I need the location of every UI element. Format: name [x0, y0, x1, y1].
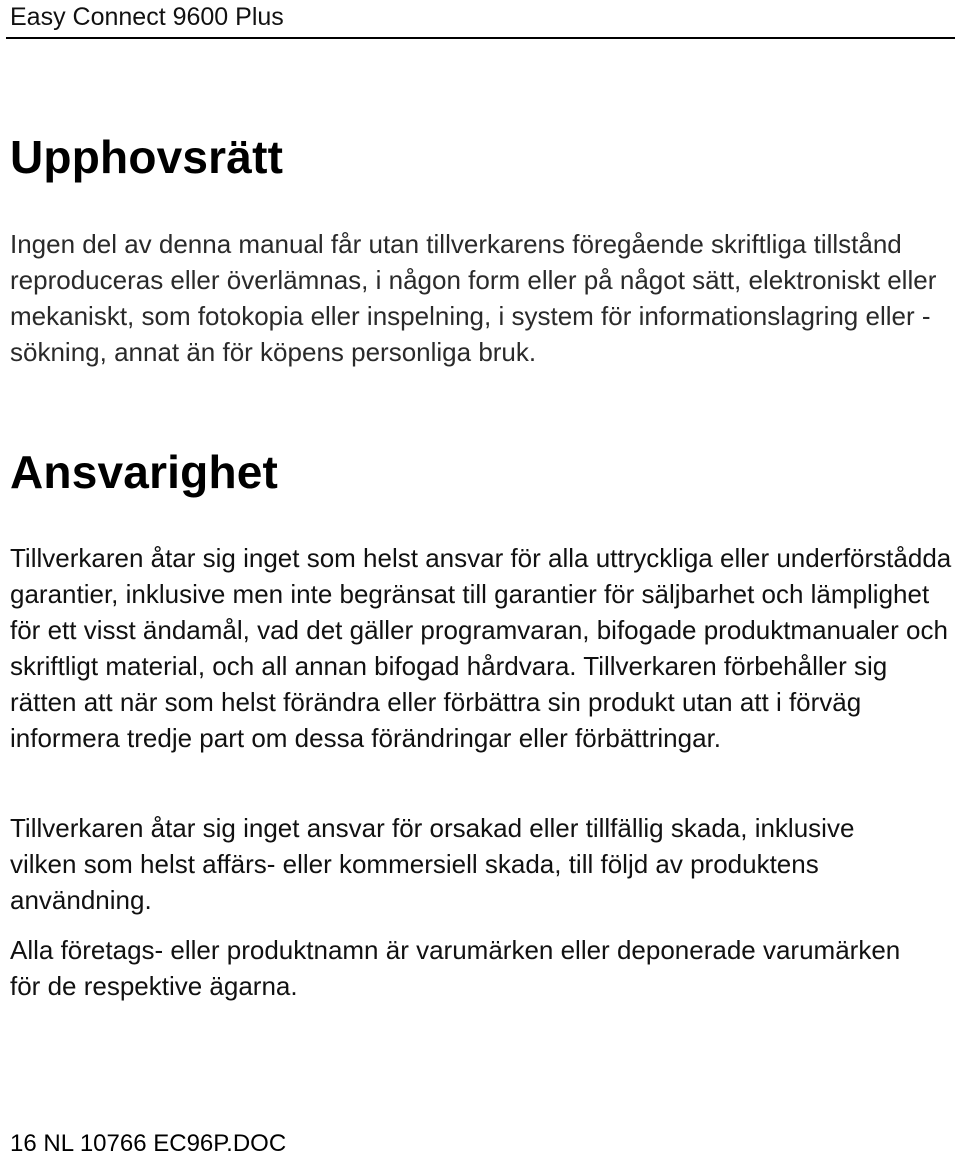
- header-divider: [6, 37, 955, 39]
- liability-paragraph-damages: Tillverkaren åtar sig inget ansvar för orsakad eller tillfällig skada, inklusive vilken som helst affärs- eller kommersiell skada, till följd av produktens användning.: [10, 813, 855, 915]
- liability-paragraph-trademarks: Alla företags- eller produktnamn är varumärken eller deponerade varumärken för de respektive ägarna.: [10, 935, 901, 1001]
- liability-paragraph-warranty: Tillverkaren åtar sig inget som helst ansvar för alla uttryckliga eller underförstådda garantier, inklusive men inte begränsat till garantier för säljbarhet och lämplighet för ett visst ändamål, vad det gäller programvaran, bifogade produktmanualer och skriftligt material, och all annan bifogad hårdvara. Tillverkaren förbehåller sig rätten att när som helst förändra eller förbättra sin produkt utan att i förväg informera tredje part om dessa förändringar eller förbättringar.: [10, 543, 952, 753]
- footer-document-reference: 16 NL 10766 EC96P.DOC: [10, 1130, 287, 1157]
- copyright-heading: Upphovsrätt: [10, 131, 284, 183]
- running-header-title: Easy Connect 9600 Plus: [10, 3, 284, 31]
- copyright-paragraph: Ingen del av denna manual får utan tillverkarens föregående skriftliga tillstånd reproduceras eller överlämnas, i någon form eller på något sätt, elektroniskt eller mekaniskt, som fotokopia eller inspelning, i system för informationslagring eller -sökning, annat än för köpens personliga bruk.: [10, 229, 937, 367]
- liability-heading: Ansvarighet: [10, 446, 279, 498]
